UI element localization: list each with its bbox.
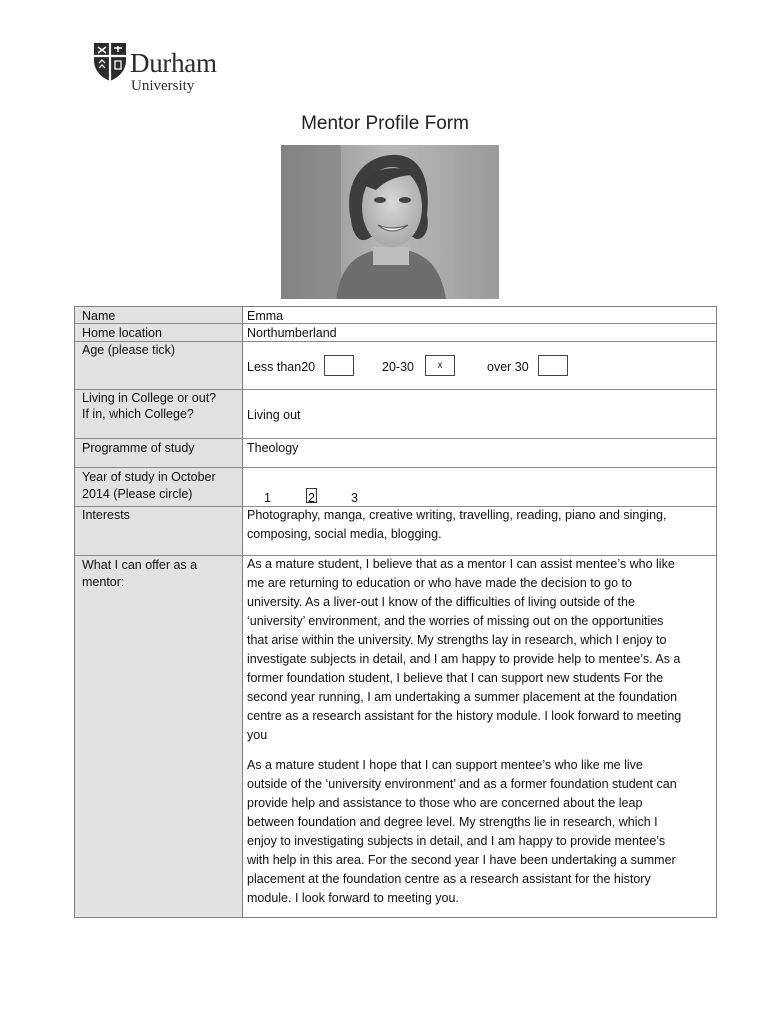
crest-icon	[93, 42, 127, 82]
label-offer-mentor: mentor:	[82, 575, 125, 589]
label-living: Living in College or out?	[82, 391, 217, 405]
age-option-less-than-20: Less than20	[247, 360, 316, 374]
durham-university-logo	[93, 42, 233, 98]
year-option-1[interactable]: 1	[264, 491, 271, 505]
offer-line: that arise within the university. My strengths lay in research, which I enjoy to	[247, 633, 667, 647]
logo-subword: University	[131, 78, 195, 94]
label-offer: What I can offer as a	[82, 558, 198, 572]
age-checkbox-over-30[interactable]	[538, 355, 568, 376]
offer-line: module. I look forward to meeting you.	[247, 891, 459, 905]
year-option-2[interactable]: 2	[308, 491, 315, 505]
offer-line: former foundation student, I believe that I can support new students For the	[247, 671, 664, 685]
age-option-20-30: 20-30	[382, 360, 414, 374]
label-programme: Programme of study	[82, 441, 195, 455]
offer-line: outside of the ‘university environment’ and as a former foundation student can	[247, 777, 677, 791]
age-checkbox-less-than-20[interactable]	[324, 355, 354, 376]
offer-line: centre as a research assistant for the history module. I look forward to meeting	[247, 709, 682, 723]
offer-paragraph-2	[247, 756, 712, 908]
offer-line: me are returning to education or who have made the decision to go to	[247, 576, 632, 590]
offer-line: provide help and assistance to those who are concerned about the leap	[247, 796, 643, 810]
logo-wordmark: Durham	[130, 48, 217, 78]
offer-line: ‘university’ environment, and the worries of missing out on the opportunities	[247, 614, 664, 628]
value-home-location: Northumberland	[247, 326, 337, 340]
offer-line: with help in this area. For the second year I have been undertaking a summer	[247, 853, 676, 867]
mentor-photo	[281, 145, 499, 299]
value-living: Living out	[247, 408, 301, 422]
form-title: Mentor Profile Form	[301, 113, 469, 134]
age-checkbox-20-30[interactable]	[425, 355, 455, 376]
offer-line: As a mature student I hope that I can support mentee’s who like me live	[247, 758, 643, 772]
value-interests-line2: composing, social media, blogging.	[247, 527, 442, 541]
tick-mark: x	[437, 360, 443, 371]
label-year-circle: 2014 (Please circle)	[82, 487, 193, 501]
label-name: Name	[82, 309, 116, 323]
label-year: Year of study in October	[82, 470, 216, 484]
offer-line: As a mature student, I believe that as a mentor I can assist mentee’s who like	[247, 557, 675, 571]
age-option-over-30: over 30	[487, 360, 529, 374]
label-age: Age (please tick)	[82, 343, 176, 357]
offer-line: enjoy to investigating subjects in detail, and I am happy to provide mentee’s	[247, 834, 666, 848]
year-option-3[interactable]: 3	[351, 491, 358, 505]
value-interests-line1: Photography, manga, creative writing, travelling, reading, piano and singing,	[247, 508, 667, 522]
offer-line: second year running, I am undertaking a summer placement at the foundation	[247, 690, 678, 704]
offer-paragraph-1	[247, 555, 712, 745]
label-college: If in, which College?	[82, 407, 194, 421]
offer-line: you	[247, 728, 268, 742]
offer-line: investigate subjects in detail, and I am happy to provide help to mentee’s. As a	[247, 652, 681, 666]
profile-table	[74, 306, 717, 918]
value-name: Emma	[247, 309, 284, 323]
offer-line: placement at the foundation centre as a research assistant for the history	[247, 872, 651, 886]
offer-line: between foundation and degree level. My strengths lie in research, which I	[247, 815, 658, 829]
value-programme: Theology	[247, 441, 299, 455]
offer-line: university. As a liver-out I know of the difficulties of living outside of the	[247, 595, 635, 609]
label-interests: Interests	[82, 508, 130, 522]
label-home-location: Home location	[82, 326, 162, 340]
